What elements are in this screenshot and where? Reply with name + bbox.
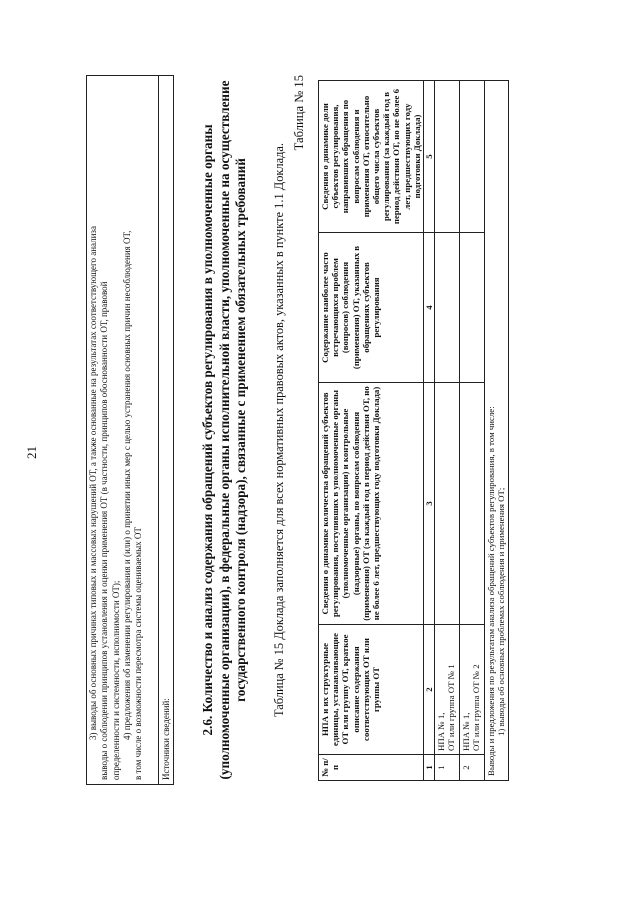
column-number: 4 [424, 233, 435, 383]
conclusion-line: определенности и системности, исполнимости ОТ); [110, 580, 121, 780]
table-header-row [319, 81, 424, 781]
empty-cell [435, 81, 460, 233]
npa-line: НПА № 1, [436, 712, 447, 751]
table-footer-row [485, 81, 508, 781]
column-number: 5 [424, 81, 435, 233]
column-number: 2 [424, 625, 435, 755]
appeals-table [318, 80, 509, 781]
row-number: 1 [435, 755, 460, 781]
npa-cell [435, 625, 460, 755]
conclusion-line: выводы о соблюдении принципов установления и оценки применения ОТ (в частности, принципов обоснованности ОТ, правовой [99, 281, 110, 780]
column-number-row [424, 81, 435, 781]
header-cell: № п/п [319, 755, 424, 781]
header-cell: Сведения о динамике количества обращений субъектов регулирования, поступивших в уполномоченные органы (уполномоченные организации) и контрольные (надзорные) органы, по вопросам соблюдения (применения) ОТ (за каждый год в период действия ОТ, но не более 6 лет, предшествующих году подготовки Доклада) [319, 383, 424, 625]
table-intro: Таблица № 15 Доклада заполняется для всех нормативных правовых актов, указанных в пункте 1.1 Доклада. [272, 143, 286, 717]
sources-label: Источники сведений: [158, 76, 173, 784]
column-number: 3 [424, 383, 435, 625]
empty-cell [435, 383, 460, 625]
npa-cell [460, 625, 485, 755]
conclusions-box [86, 75, 174, 785]
header-cell: Сведения о динамике доли субъектов регулирования, направивших обращения по вопросам соблюдения и применения ОТ, относительно общего числа субъектов регулирования (за каждый год в период действия ОТ, но не более 6 лет, предшествующих году подготовки Доклада) [319, 81, 424, 233]
table-row [435, 81, 460, 781]
conclusion-line: в том числе о возможности пересмотра системы оцениваемых ОТ [133, 527, 144, 780]
empty-cell [435, 233, 460, 383]
conclusion-line: 4) предложения об изменении регулирования и (или) о принятии иных мер с целью устранения основных причин несоблюдения ОТ, [121, 230, 132, 740]
header-cell: Содержание наиболее часто встречающихся проблем (вопросов) соблюдения (применения) ОТ, указанных в обращениях субъектов регулирования [319, 233, 424, 383]
npa-line: НПА № 1, [461, 712, 472, 751]
empty-cell [460, 233, 485, 383]
table-row [460, 81, 485, 781]
empty-cell [460, 383, 485, 625]
row-number: 2 [460, 755, 485, 781]
page-number: 21 [24, 446, 39, 459]
empty-cell [460, 81, 485, 233]
section-heading: 2.6. Количество и анализ содержания обращений субъектов регулирования в уполномоченные органы (уполномоченные организации), в федеральные органы исполнительной власти, уполномоченные на осуществление государственного контроля (надзора), связанные с применением обязательных требований [200, 80, 248, 780]
ot-line: ОТ или группа ОТ № 1 [446, 664, 457, 751]
footer-cell [485, 81, 508, 781]
table-number: Таблица № 15 [292, 75, 306, 151]
header-cell: НПА и их структурные единицы, устанавливающие ОТ или группу ОТ, краткое описание содержания соответствующих ОТ или группы ОТ [319, 625, 424, 755]
ot-line: ОТ или группа ОТ № 2 [471, 664, 482, 751]
column-number: 1 [424, 755, 435, 781]
conclusions-text [87, 76, 144, 784]
conclusion-line: 3) выводы об основных причинах типовых и массовых нарушений ОТ, а также основанные на результатах соответствующего анализа [88, 226, 98, 740]
footer-line: 1) выводы об основных проблемах соблюдения и применения ОТ; [496, 487, 507, 736]
footer-line: Выводы и предложения по результатам анализа обращений субъектов регулирования, в том числе: [486, 406, 497, 776]
